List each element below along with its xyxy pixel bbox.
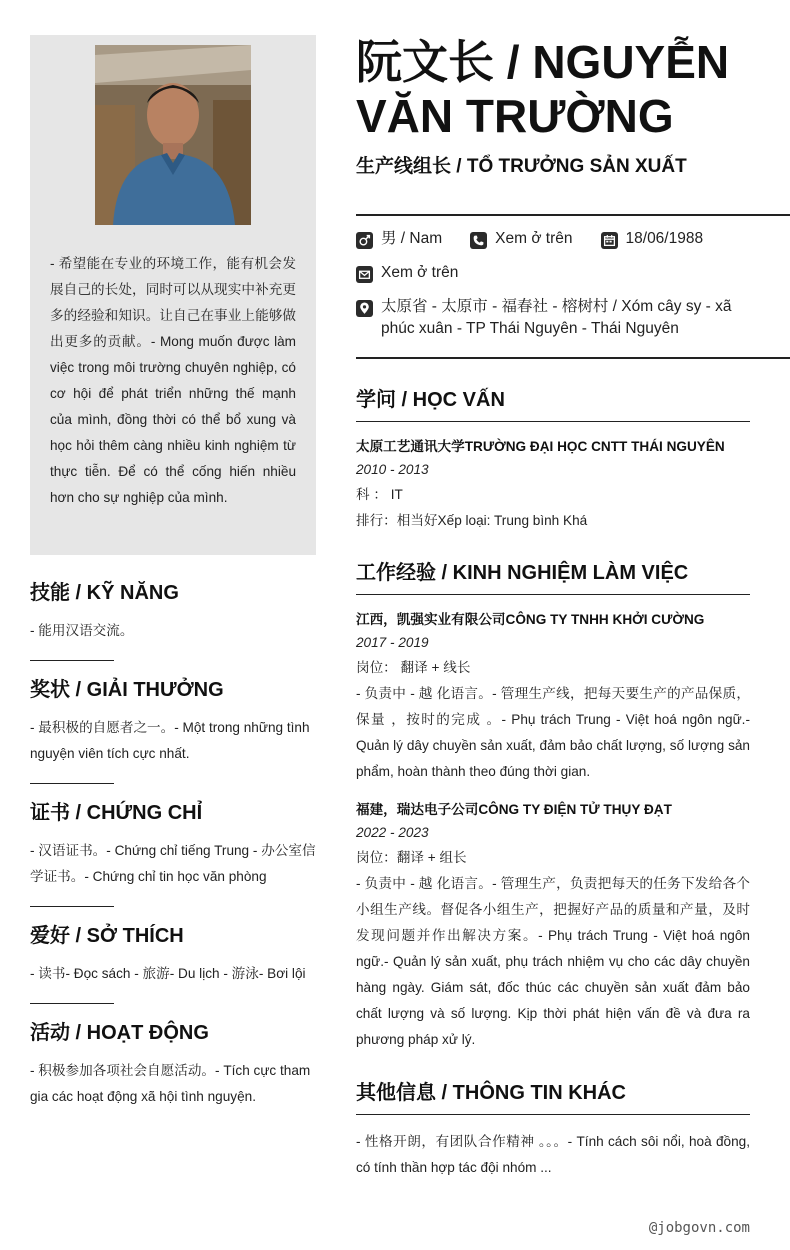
section-heading: 证书 / CHỨNG CHỈ: [30, 802, 203, 824]
phone-icon: [470, 232, 487, 249]
mail-icon: [356, 266, 373, 283]
contact-bottom-rule: [356, 357, 790, 359]
career-objective: - 希望能在专业的环境工作，能有机会发展自己的长处，同时可以从现实中补充更多的经验和知识。让自己在事业上能够做出更多的贡献。- Mong muốn được làm việc trong môi trường chuyên nghiệp, có cơ hội để phát triển những thế mạnh của mình, đồng thời có thể bổ xung và học hỏi thêm càng nhiều kinh nghiệm từ thực tiễn. Để có thể cống hiến nhiều hơn cho sự nghiệp của mình.: [50, 256, 296, 505]
job-period: 2022 - 2023: [356, 825, 429, 840]
section-rule: [356, 421, 750, 422]
section-heading: 工作经验 / KINH NGHIỆM LÀM VIỆC: [356, 562, 689, 584]
job-period: 2017 - 2019: [356, 635, 429, 650]
section-heading: 学问 / HỌC VẤN: [356, 389, 505, 411]
other-info-text: - 性格开朗，有团队合作精神 。。。- Tính cách sôi nổi, hoà đồng, có tính thần hợp tác đội nhóm ...: [356, 1134, 750, 1175]
skills-section: [30, 578, 320, 661]
email-value: Xem ở trên: [381, 264, 459, 281]
birthday-item: [601, 228, 704, 250]
email-item: [356, 262, 458, 284]
experience-section: [356, 558, 750, 1053]
other-info-section: [356, 1078, 750, 1181]
resume-header: [356, 35, 750, 181]
address-value: 太原省 - 太原市 - 福春社 - 榕树村 / Xóm cây sy - xã phúc xuân - TP Thái Nguyên - Thái Nguyên: [381, 298, 732, 337]
education-major: 科 ： IT: [356, 487, 403, 502]
section-text: - 最积极的自愿者之一。- Một trong những tình nguyện viên tích cực nhất.: [30, 720, 310, 761]
certificates-section: [30, 798, 320, 907]
awards-section: [30, 675, 320, 784]
section-heading: 其他信息 / THÔNG TIN KHÁC: [356, 1082, 626, 1104]
profile-photo: [95, 45, 251, 225]
contact-row: [356, 296, 776, 340]
job-title: 生产线组长 / TỔ TRƯỞNG SẢN XUẤT: [356, 156, 687, 177]
site-watermark: @jobgovn.com: [648, 1220, 750, 1236]
section-text: - 读书- Đọc sách - 旅游- Du lịch - 游泳- Bơi lội: [30, 966, 306, 981]
address-item: [356, 296, 751, 340]
section-rule: [356, 594, 750, 595]
job-position: 岗位： 翻译 + 线长: [356, 660, 471, 675]
phone-value: Xem ở trên: [495, 230, 573, 247]
education-rank: 排行：相当好Xếp loại: Trung bình Khá: [356, 513, 588, 528]
job-position: 岗位：翻译 + 组长: [356, 850, 467, 865]
section-text: - 汉语证书。- Chứng chỉ tiếng Trung - 办公室信学证书。- Chứng chỉ tin học văn phòng: [30, 843, 316, 884]
section-heading: 活动 / HOẠT ĐỘNG: [30, 1022, 209, 1044]
education-section: [356, 385, 750, 534]
divider: [30, 783, 114, 784]
company-name: 江西，凯强实业有限公司CÔNG TY TNHH KHỞI CƯỜNG: [356, 612, 705, 627]
birthday-value: 18/06/1988: [625, 230, 704, 247]
school-name: 太原工艺通讯大学TRƯỜNG ĐẠI HỌC CNTT THÁI NGUYÊN: [356, 439, 725, 454]
gender-icon: [356, 232, 373, 249]
location-pin-icon: [356, 300, 373, 317]
experience-item: [356, 799, 750, 1053]
gender-value: 男 / Nam: [381, 230, 443, 247]
phone-item: [470, 228, 572, 250]
calendar-icon: [601, 232, 618, 249]
section-heading: 奖状 / GIẢI THƯỞNG: [30, 679, 224, 701]
divider: [30, 660, 114, 661]
section-text: - 积极参加各项社会自愿活动。- Tích cực tham gia các hoạt động xã hội tình nguyện.: [30, 1063, 311, 1104]
company-name: 福建，瑞达电子公司CÔNG TY ĐIỆN TỬ THỤY ĐẠT: [356, 802, 672, 817]
section-rule: [356, 1114, 750, 1115]
section-heading: 爱好 / SỞ THÍCH: [30, 925, 184, 947]
divider: [30, 1003, 114, 1004]
section-heading: 技能 / KỸ NĂNG: [30, 582, 179, 604]
hobbies-section: [30, 921, 320, 1004]
education-period: 2010 - 2013: [356, 462, 429, 477]
contact-info: [356, 228, 776, 352]
experience-item: [356, 609, 750, 785]
divider: [30, 906, 114, 907]
job-description: - 负责中 - 越 化语言。- 管理生产，负责把每天的任务下发给各个小组生产线。督促各小组生产，把握好产品的质量和产量，及时发现问题并作出解决方案。- Phụ trách Trung - Việt hoá ngôn ngữ.- Quản lý sản xuất, phụ trách nhiệm vụ cho các dây chuyền hàng ngày. Giám sát, đốc thúc các chuyền sản xuất đảm bảo chất lượng và số lượng. Kịp thời phát hiện vấn đề và đưa ra phương pháp xử lý.: [356, 876, 750, 1047]
candidate-name: 阮文长 / NGUYỄN VĂN TRƯỜNG: [356, 36, 730, 142]
gender-item: [356, 228, 442, 250]
contact-top-rule: [356, 214, 790, 216]
activities-section: [30, 1018, 320, 1110]
left-sections: [30, 578, 320, 1110]
avatar: [95, 45, 251, 225]
section-text: - 能用汉语交流。: [30, 623, 134, 638]
contact-row: [356, 228, 776, 250]
contact-row: [356, 262, 776, 284]
profile-sidebar: [30, 35, 316, 555]
job-description: - 负责中 - 越 化语言。- 管理生产线，把每天要生产的产品保质，保量 ，按时的完成 。- Phụ trách Trung - Việt hoá ngôn ngữ.- Quản lý dây chuyền sản xuất, đảm bảo chất lượng, số lượng sản phẩm, hoàn thành theo đúng thời gian.: [356, 686, 750, 779]
